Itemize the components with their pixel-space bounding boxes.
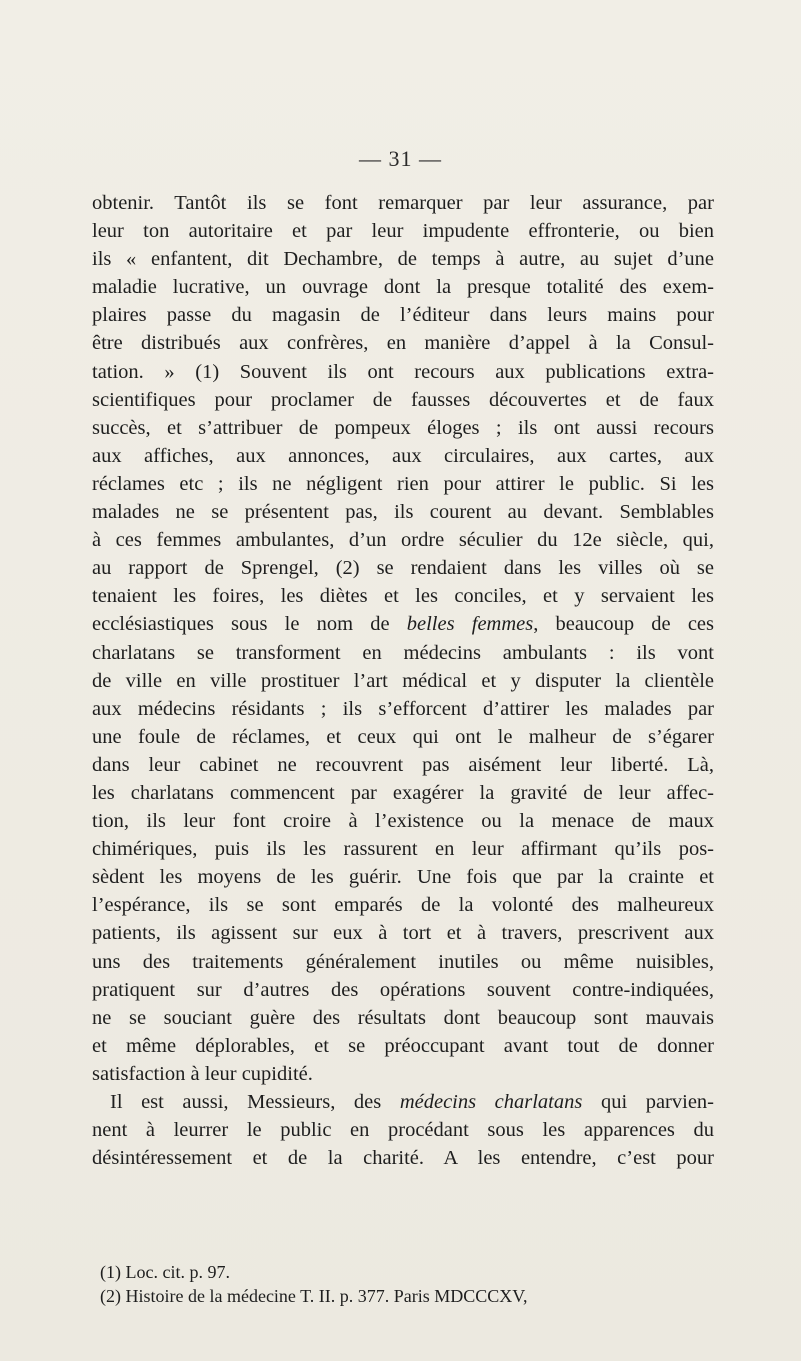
text-run: Il est aussi, Messieurs, des [110, 1091, 400, 1113]
text-line: tion, ils leur font croire à l’existence ou la menace de maux [92, 810, 714, 833]
text-line: leur ton autoritaire et par leur impudente effronterie, ou bien [92, 220, 714, 243]
body-text [92, 189, 714, 1172]
text-line: désintéressement et de la charité. A les entendre, c’est pour [92, 1147, 714, 1170]
text-line: patients, ils agissent sur eux à tort et à travers, prescrivent aux [92, 922, 714, 945]
text-run: qui parvien- [582, 1091, 714, 1113]
italic-phrase: belles femmes [406, 613, 534, 636]
text-line: les charlatans commencent par exagérer la gravité de leur affec- [92, 781, 714, 804]
text-line: l’espérance, ils se sont emparés de la volonté des malheureux [92, 894, 714, 917]
text-line: malades ne se présentent pas, ils courent au devant. Semblables [92, 501, 714, 524]
footnotes [100, 1260, 720, 1308]
text-line: nent à leurrer le public en procédant sous les apparences du [92, 1119, 714, 1142]
text-line: dans leur cabinet ne recouvrent pas aisément leur liberté. Là, [92, 753, 714, 776]
text-run: ecclésiastiques sous le nom de [92, 613, 407, 636]
text-line: tenaient les foires, les diètes et les conciles, et y servaient les [92, 585, 714, 608]
text-line: pratiquent sur d’autres des opérations souvent contre-indiquées, [92, 978, 714, 1001]
text-line: à ces femmes ambulantes, d’un ordre séculier du 12e siècle, qui, [92, 529, 714, 552]
text-line: réclames etc ; ils ne négligent rien pour attirer le public. Si les [92, 472, 714, 495]
text-line: charlatans se transforment en médecins ambulants : ils vont [92, 641, 714, 664]
text-line: aux affiches, aux annonces, aux circulaires, aux cartes, aux [92, 444, 714, 467]
text-line: tation. » (1) Souvent ils ont recours aux publications extra- [92, 360, 714, 383]
footnote-1: (1) Loc. cit. p. 97. [100, 1262, 230, 1282]
text-line: scientifiques pour proclamer de fausses découvertes et de faux [92, 388, 714, 411]
text-line: ils « enfantent, dit Dechambre, de temps à autre, au sujet d’une [92, 248, 714, 271]
text-line: succès, et s’attribuer de pompeux éloges ; ils ont aussi recours [92, 416, 714, 439]
text-line: satisfaction à leur cupidité. [92, 1062, 313, 1085]
page-number: — 31 — [359, 146, 442, 171]
text-line: et même déplorables, et se préoccupant avant tout de donner [92, 1034, 714, 1057]
text-line: aux médecins résidants ; ils s’efforcent d’attirer les malades par [92, 697, 714, 720]
text-line: de ville en ville prostituer l’art médical et y disputer la clientèle [92, 669, 714, 692]
text-run: , beaucoup de ces [533, 613, 714, 636]
text-line: sèdent les moyens de les guérir. Une fois que par la crainte et [92, 866, 714, 889]
text-line [92, 610, 714, 638]
text-line: être distribués aux confrères, en manière d’appel à la Consul- [92, 332, 714, 355]
text-line [92, 1088, 714, 1116]
text-line: ne se souciant guère des résultats dont beaucoup sont mauvais [92, 1006, 714, 1029]
text-line: au rapport de Sprengel, (2) se rendaient dans les villes où se [92, 557, 714, 580]
text-line: uns des traitements généralement inutiles ou même nuisibles, [92, 950, 714, 973]
text-line: une foule de réclames, et ceux qui ont le malheur de s’égarer [92, 725, 714, 748]
text-line: obtenir. Tantôt ils se font remarquer par leur assurance, par [92, 192, 714, 214]
text-line: maladie lucrative, un ouvrage dont la presque totalité des exem- [92, 276, 714, 299]
text-line: chimériques, puis ils les rassurent en leur affirmant qu’ils pos- [92, 838, 714, 861]
footnote-2: (2) Histoire de la médecine T. II. p. 377. Paris MDCCCXV, [100, 1286, 528, 1306]
text-line: plaires passe du magasin de l’éditeur dans leurs mains pour [92, 304, 714, 327]
italic-phrase: médecins charlatans [399, 1091, 583, 1113]
